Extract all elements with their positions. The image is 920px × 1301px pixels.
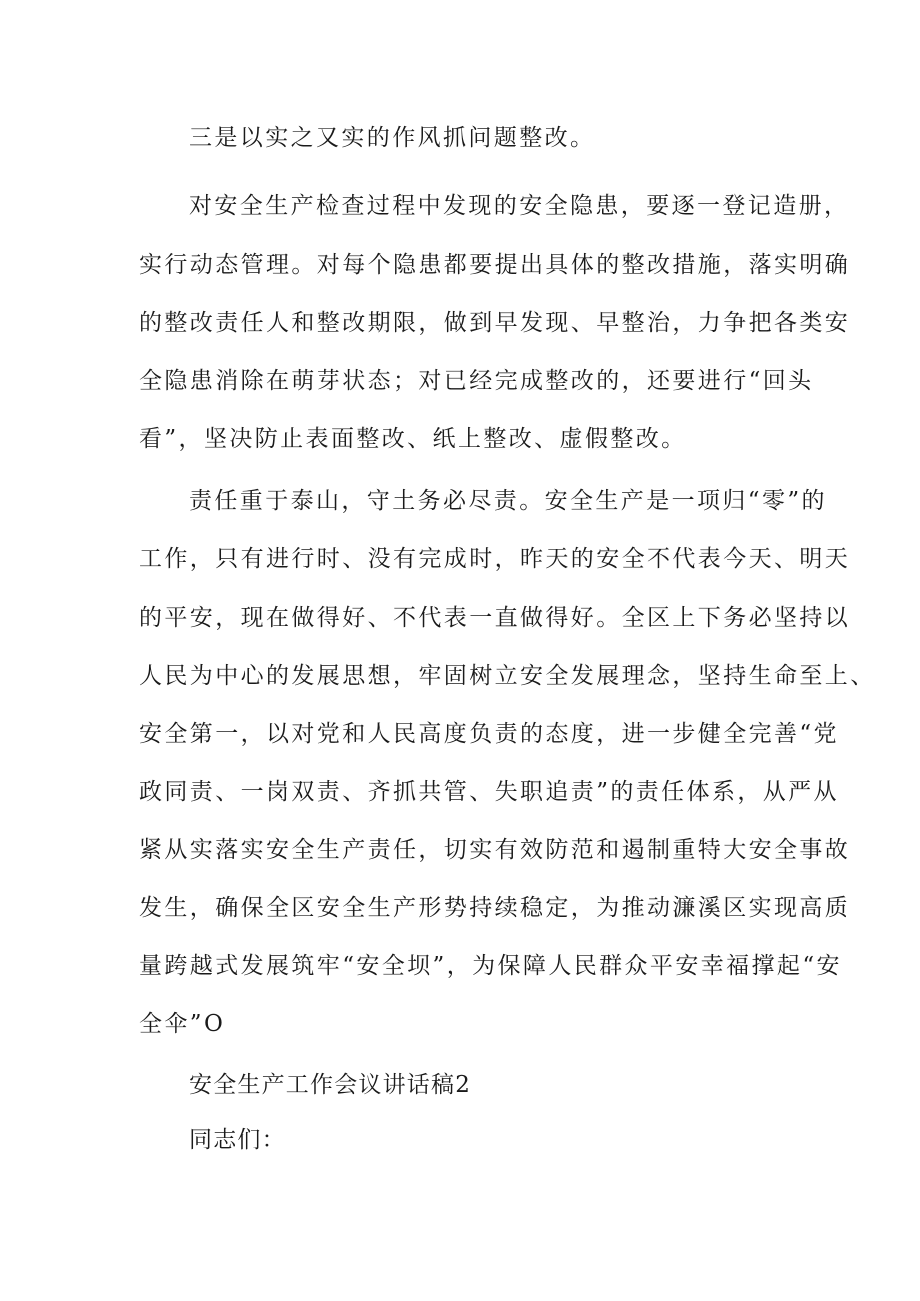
paragraph-3-line-5: 安全第一，以对党和人民高度负责的态度，进一步健全完善“党: [139, 721, 839, 747]
paragraph-3-line-9: 量跨越式发展筑牢“安全坝”，为保障人民群众平安幸福撑起“安: [139, 953, 842, 979]
paragraph-2-line-3: 的整改责任人和整改期限，做到早发现、早整治，力争把各类安: [139, 310, 851, 336]
paragraph-3-line-8: 发生，确保全区安全生产形势持续稳定，为推动濂溪区实现高质: [139, 895, 851, 921]
section-title: 安全生产工作会议讲话稿2: [189, 1072, 472, 1098]
paragraph-2-line-2: 实行动态管理。对每个隐患都要提出具体的整改措施，落实明确: [139, 252, 851, 278]
paragraph-3-line-1: 责任重于泰山，守土务必尽责。安全生产是一项归“零”的: [189, 488, 827, 514]
paragraph-2-line-5: 看”，坚决防止表面整改、纸上整改、虚假整改。: [139, 426, 687, 452]
paragraph-3-line-10: 全伞”O: [139, 1011, 226, 1037]
paragraph-3-line-4: 人民为中心的发展思想，牢固树立安全发展理念，坚持生命至上、: [139, 663, 876, 689]
paragraph-1-line-1: 三是以实之又实的作风抓问题整改。: [189, 125, 596, 151]
paragraph-3-line-6: 政同责、一岗双责、齐抓共管、失职追责”的责任体系，从严从: [139, 779, 839, 805]
paragraph-2-line-4: 全隐患消除在萌芽状态；对已经完成整改的，还要进行“回头: [139, 368, 814, 394]
paragraph-2-line-1: 对安全生产检查过程中发现的安全隐患，要逐一登记造册，: [189, 193, 850, 219]
paragraph-3-line-7: 紧从实落实安全生产责任，切实有效防范和遏制重特大安全事故: [139, 837, 851, 863]
salutation: 同志们：: [189, 1127, 286, 1153]
paragraph-3-line-3: 的平安，现在做得好、不代表一直做得好。全区上下务必坚持以: [139, 605, 851, 631]
paragraph-3-line-2: 工作，只有进行时、没有完成时，昨天的安全不代表今天、明天: [139, 546, 851, 572]
